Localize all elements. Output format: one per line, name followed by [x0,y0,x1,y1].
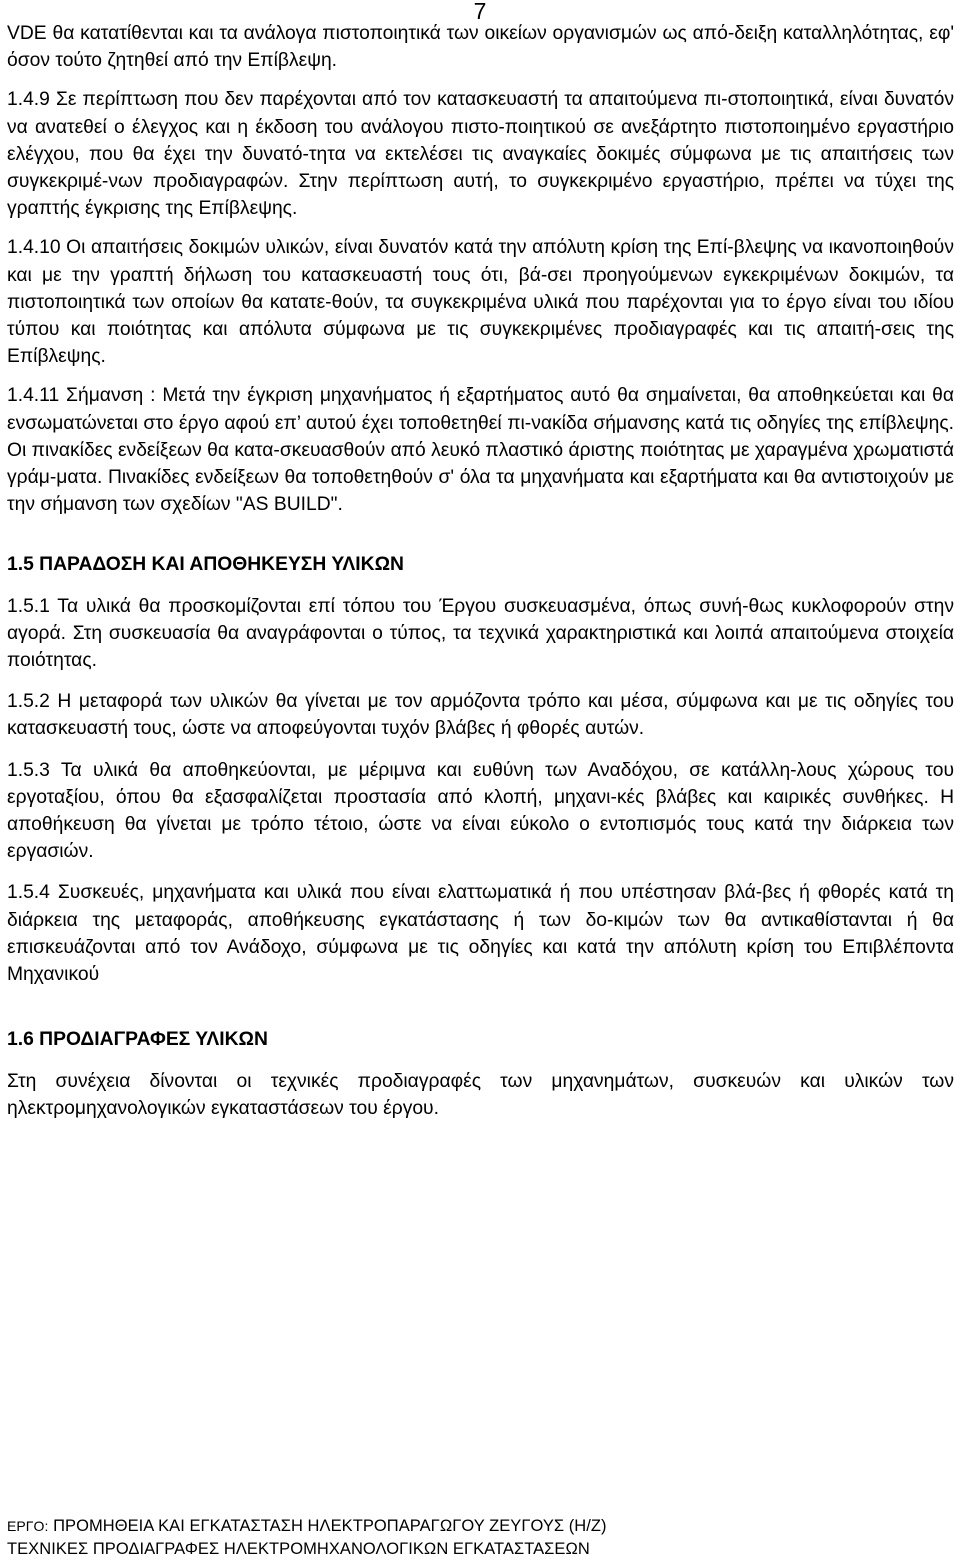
document-body [7,20,954,1122]
paragraph-1-5-2: 1.5.2 Η μεταφορά των υλικών θα γίνεται με τον αρμόζοντα τρόπο και μέσα, σύμφωνα και με τις οδηγίες του κατασκευαστή τους, ώστε να αποφεύγονται τυχόν βλάβες ή φθορές αυτών. [7,691,954,740]
paragraph-1-4-11: 1.4.11 Σήμανση : Μετά την έγκριση μηχανήματος ή εξαρτήματος αυτό θα σημαίνεται, θα αποθηκεύεται και θα ενσωματώνεται στο έργο αφού επ’ αυτού έχει τοποθετηθεί πι-νακίδα σήμανσης κατά τις οδηγίες της επίβλεψης. Οι πινακίδες ενδείξεων θα κατα-σκευασθούν από λευκό πλαστικό άριστης ποιότητας με χαραγμένα χρωματιστά γράμ-ματα. Πινακίδες ενδείξεων θα τοποθετηθούν σ' όλα τα μηχανήματα και εξαρτήματα και θα αντιστοιχούν με την σήμανση των σχεδίων "AS BUILD". [7,385,954,516]
paragraph-1-5-1: 1.5.1 Τα υλικά θα προσκομίζονται επί τόπου του Έργου συσκευασμένα, όπως συνή-θως κυκλοφορούν στην αγορά. Στη συσκευασία θα αναγράφονται ο τύπος, τα τεχνικά χαρακτηριστικά και λοιπά απαιτούμενα στοιχεία ποιότητας. [7,595,954,672]
paragraph-1-4-9: 1.4.9 Σε περίπτωση που δεν παρέχονται από τον κατασκευαστή τα απαιτούμενα πι-στοποιητικά, είναι δυνατόν να ανατεθεί ο έλεγχος και η έκδοση του ανάλογου πιστο-ποιητικού σε ανεξάρτητο πιστοποιημένο εργαστήριο ελέγχου, που θα έχει την δυνατό-τητα να εκτελέσει τις αναγκαίες δοκιμές σύμφωνα με τις απαιτήσεις των συγκεκριμέ-νων προδιαγραφών. Στην περίπτωση αυτή, το συγκεκριμένο εργαστήριο, πρέπει να τύχει της γραπτής έγκρισης της Επίβλεψης. [7,89,954,220]
paragraph-1-4-10: 1.4.10 Οι απαιτήσεις δοκιμών υλικών, είναι δυνατόν κατά την απόλυτη κρίση της Επί-βλεψης να ικανοποιηθούν και με την γραπτή δήλωση του κατασκευαστή τους ότι, βά-σει προηγούμενων εγκεκριμένων δοκιμών, τα πιστοποιητικά των οποίων θα κατατε-θούν, τα συγκεκριμένα υλικά που παρέχονται για το έργο είναι του ιδίου τύπου και ποιότητας και απόλυτα σύμφωνα με τις συγκεκριμένες προδιαγραφές και τις απαιτή-σεις της Επίβλεψης. [7,237,954,368]
page-footer [7,1515,954,1561]
section-heading-1-5: 1.5 ΠΑΡΑΔΟΣΗ ΚΑΙ ΑΠΟΘΗΚΕΥΣΗ ΥΛΙΚΩΝ [7,554,404,576]
paragraph-1-5-4: 1.5.4 Συσκευές, μηχανήματα και υλικά που είναι ελαττωματικά ή που υπέστησαν βλά-βες ή φθορές κατά τη διάρκεια της μεταφοράς, αποθήκευσης εγκατάστασης ή των δο-κιμών των θα αντικαθίστανται ή θα επισκευάζονται από τον Ανάδοχο, σύμφωνα με τις οδηγίες και κατά την απόλυτη κρίση του Επιβλέποντα Μηχανικού [7,882,954,986]
footer-document-title: ΤΕΧΝΙΚΕΣ ΠΡΟΔΙΑΓΡΑΦΕΣ ΗΛΕΚΤΡΟΜΗΧΑΝΟΛΟΓΙΚΩΝ ΕΓΚΑΤΑΣΤΑΣΕΩΝ [7,1540,590,1558]
footer-project-title: ΠΡΟΜΗΘΕΙΑ ΚΑΙ ΕΓΚΑΤΑΣΤΑΣΗ ΗΛΕΚΤΡΟΠΑΡΑΓΩΓΟΥ ΖΕΥΓΟΥΣ (Η/Ζ) [53,1517,607,1535]
footer-project-line [7,1515,954,1538]
paragraph-1-6: Στη συνέχεια δίνονται οι τεχνικές προδιαγραφές των μηχανημάτων, συσκευών και υλικών των ηλεκτρομηχανολογικών εγκαταστάσεων του έργου. [7,1070,954,1119]
footer-project-label: ΕΡΓΟ: [7,1518,49,1534]
paragraph-vde-certificates: VDE θα κατατίθενται και τα ανάλογα πιστοποιητικά των οικείων οργανισμών ως από-δειξη καταλληλότητας, εφ' όσον τούτο ζητηθεί από την Επίβλεψη. [7,23,954,72]
page-number: 7 [473,0,487,24]
section-heading-1-6: 1.6 ΠΡΟΔΙΑΓΡΑΦΕΣ ΥΛΙΚΩΝ [7,1029,268,1051]
paragraph-1-5-3: 1.5.3 Τα υλικά θα αποθηκεύονται, με μέριμνα και ευθύνη των Αναδόχου, σε κατάλλη-λους χώρους του εργοταξίου, όπου θα εξασφαλίζεται προστασία από κλοπή, μηχανι-κές βλάβες και καιρικές συνθήκες. Η αποθήκευση θα γίνεται με τρόπο τέτοιο, ώστε να είναι εύκολο ο εντοπισμός τους κατά την διάρκεια των εργασιών. [7,759,954,863]
